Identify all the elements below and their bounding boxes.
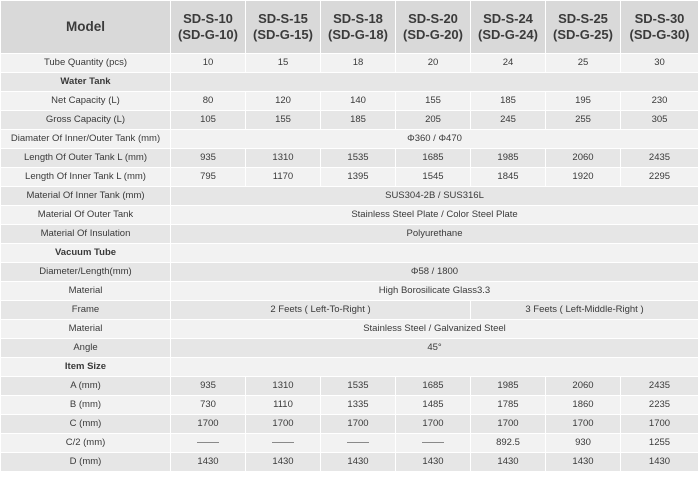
table-row — [1, 54, 699, 73]
model-header-cell: SD-S-25 (SD-G-25) — [546, 1, 621, 54]
table-cell: SUS304-2B / SUS316L — [171, 187, 699, 206]
table-cell: 2 Feets ( Left-To-Right ) — [171, 301, 471, 320]
row-label: Net Capacity (L) — [1, 92, 171, 111]
table-cell: 1535 — [321, 377, 396, 396]
section-heading: Vacuum Tube — [1, 244, 171, 263]
table-cell: 1700 — [246, 415, 321, 434]
table-row — [1, 434, 699, 453]
table-cell: 2435 — [621, 149, 699, 168]
section-row — [1, 73, 699, 92]
table-cell: 1685 — [396, 149, 471, 168]
table-cell: 1700 — [321, 415, 396, 434]
table-cell: 24 — [471, 54, 546, 73]
table-cell: 2435 — [621, 377, 699, 396]
row-label: Length Of Inner Tank L (mm) — [1, 168, 171, 187]
table-cell: 305 — [621, 111, 699, 130]
row-label: Gross Capacity (L) — [1, 111, 171, 130]
table-cell: High Borosilicate Glass3.3 — [171, 282, 699, 301]
table-cell: 1700 — [621, 415, 699, 434]
table-cell: 1985 — [471, 377, 546, 396]
table-cell: 140 — [321, 92, 396, 111]
table-cell: 205 — [396, 111, 471, 130]
row-label: Angle — [1, 339, 171, 358]
table-cell — [171, 434, 246, 453]
table-cell: 1430 — [246, 453, 321, 472]
model-header-cell: SD-S-15 (SD-G-15) — [246, 1, 321, 54]
row-label: Material Of Outer Tank — [1, 206, 171, 225]
table-cell: 1985 — [471, 149, 546, 168]
table-cell: 795 — [171, 168, 246, 187]
table-cell: 1335 — [321, 396, 396, 415]
table-cell: 1110 — [246, 396, 321, 415]
table-cell: 935 — [171, 377, 246, 396]
table-cell: 1700 — [471, 415, 546, 434]
table-cell: 1685 — [396, 377, 471, 396]
table-cell: 1310 — [246, 149, 321, 168]
row-label: Length Of Outer Tank L (mm) — [1, 149, 171, 168]
table-cell: 1845 — [471, 168, 546, 187]
table-cell: 3 Feets ( Left-Middle-Right ) — [471, 301, 699, 320]
table-row — [1, 415, 699, 434]
row-label: C (mm) — [1, 415, 171, 434]
table-cell: 155 — [246, 111, 321, 130]
table-cell: Φ58 / 1800 — [171, 263, 699, 282]
row-label: Diamater Of Inner/Outer Tank (mm) — [1, 130, 171, 149]
table-cell: 892.5 — [471, 434, 546, 453]
table-cell: 1700 — [546, 415, 621, 434]
table-row — [1, 168, 699, 187]
table-cell: 10 — [171, 54, 246, 73]
table-cell: 155 — [396, 92, 471, 111]
table-row — [1, 92, 699, 111]
table-row — [1, 111, 699, 130]
table-cell: 1785 — [471, 396, 546, 415]
table-cell: 1430 — [546, 453, 621, 472]
table-cell: 120 — [246, 92, 321, 111]
table-cell: 195 — [546, 92, 621, 111]
model-header-cell: SD-S-20 (SD-G-20) — [396, 1, 471, 54]
table-row — [1, 320, 699, 339]
table-cell: 1430 — [396, 453, 471, 472]
table-cell: 105 — [171, 111, 246, 130]
table-cell: 245 — [471, 111, 546, 130]
table-cell: 730 — [171, 396, 246, 415]
table-cell: 25 — [546, 54, 621, 73]
table-cell: 1485 — [396, 396, 471, 415]
table-cell: 1310 — [246, 377, 321, 396]
table-cell: 1255 — [621, 434, 699, 453]
row-label: B (mm) — [1, 396, 171, 415]
table-cell — [171, 73, 699, 92]
model-header-cell: SD-S-10 (SD-G-10) — [171, 1, 246, 54]
table-row — [1, 339, 699, 358]
table-row — [1, 453, 699, 472]
table-cell: 2060 — [546, 377, 621, 396]
row-label: D (mm) — [1, 453, 171, 472]
row-label: Frame — [1, 301, 171, 320]
table-cell: 45° — [171, 339, 699, 358]
table-cell: 935 — [171, 149, 246, 168]
table-cell: Stainless Steel Plate / Color Steel Plate — [171, 206, 699, 225]
table-cell: Φ360 / Φ470 — [171, 130, 699, 149]
table-cell: 30 — [621, 54, 699, 73]
table-row — [1, 396, 699, 415]
table-cell: 255 — [546, 111, 621, 130]
table-cell: 185 — [321, 111, 396, 130]
table-cell: 2235 — [621, 396, 699, 415]
section-row — [1, 358, 699, 377]
table-cell: 230 — [621, 92, 699, 111]
row-label: Material — [1, 282, 171, 301]
table-cell: 1395 — [321, 168, 396, 187]
row-label: C/2 (mm) — [1, 434, 171, 453]
table-row — [1, 206, 699, 225]
row-label: Diameter/Length(mm) — [1, 263, 171, 282]
table-cell: 1430 — [321, 453, 396, 472]
spec-table — [1, 1, 699, 472]
table-cell: 930 — [546, 434, 621, 453]
table-cell: Polyurethane — [171, 225, 699, 244]
table-cell: 185 — [471, 92, 546, 111]
table-cell: 1860 — [546, 396, 621, 415]
table-row — [1, 301, 699, 320]
dash-mark — [347, 442, 369, 443]
table-row — [1, 149, 699, 168]
model-header: Model — [1, 1, 171, 54]
model-header-cell: SD-S-30 (SD-G-30) — [621, 1, 699, 54]
table-cell: 1700 — [396, 415, 471, 434]
table-cell: 2060 — [546, 149, 621, 168]
row-label: Material Of Inner Tank (mm) — [1, 187, 171, 206]
model-header-cell: SD-S-18 (SD-G-18) — [321, 1, 396, 54]
table-cell — [171, 244, 699, 263]
table-row — [1, 377, 699, 396]
table-cell: 1430 — [621, 453, 699, 472]
row-label: Material — [1, 320, 171, 339]
model-header-cell: SD-S-24 (SD-G-24) — [471, 1, 546, 54]
table-cell: 80 — [171, 92, 246, 111]
table-cell: 15 — [246, 54, 321, 73]
table-cell — [396, 434, 471, 453]
row-label: A (mm) — [1, 377, 171, 396]
row-label: Tube Quantity (pcs) — [1, 54, 171, 73]
dash-mark — [197, 442, 219, 443]
table-cell: 1700 — [171, 415, 246, 434]
table-cell — [321, 434, 396, 453]
table-cell: 18 — [321, 54, 396, 73]
table-cell: 20 — [396, 54, 471, 73]
table-row — [1, 263, 699, 282]
table-row — [1, 225, 699, 244]
dash-mark — [272, 442, 294, 443]
table-cell: Stainless Steel / Galvanized Steel — [171, 320, 699, 339]
table-cell: 1920 — [546, 168, 621, 187]
dash-mark — [422, 442, 444, 443]
section-heading: Item Size — [1, 358, 171, 377]
section-row — [1, 244, 699, 263]
table-cell: 1545 — [396, 168, 471, 187]
table-row — [1, 282, 699, 301]
row-label: Material Of Insulation — [1, 225, 171, 244]
table-row — [1, 187, 699, 206]
table-cell: 2295 — [621, 168, 699, 187]
table-cell: 1430 — [471, 453, 546, 472]
table-cell: 1170 — [246, 168, 321, 187]
table-cell: 1535 — [321, 149, 396, 168]
table-cell: 1430 — [171, 453, 246, 472]
table-cell — [246, 434, 321, 453]
table-cell — [171, 358, 699, 377]
section-heading: Water Tank — [1, 73, 171, 92]
header-row — [1, 1, 699, 54]
table-row — [1, 130, 699, 149]
